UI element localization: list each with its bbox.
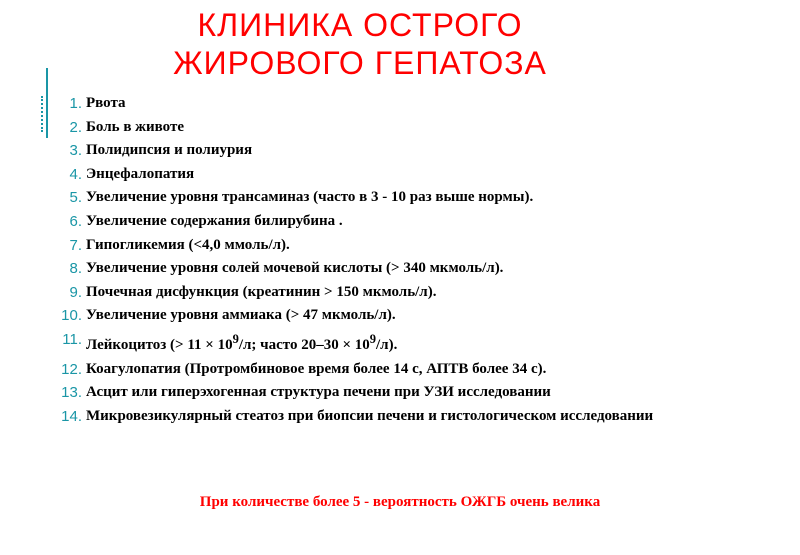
symptom-list: [40, 92, 760, 428]
list-item: [40, 139, 760, 163]
list-item: [40, 163, 760, 187]
item-text: [86, 328, 760, 358]
item-number: 11.: [62, 330, 82, 348]
title-line-1: КЛИНИКА ОСТРОГО: [197, 7, 523, 43]
item-number: 13.: [61, 384, 82, 402]
list-item: [40, 92, 760, 116]
list-item: [40, 116, 760, 140]
footer-note: При количестве более 5 - вероятность ОЖГБ очень велика: [199, 494, 601, 510]
item-number: 1.: [69, 95, 82, 112]
item-text-part: /л).: [376, 336, 398, 353]
list-item: [40, 281, 760, 305]
item-number: 12.: [61, 360, 82, 378]
item-text-part: /л; часто 20–30 × 10: [238, 336, 370, 353]
superscript: 9: [369, 331, 376, 346]
item-text: Гипогликемия (<4,0 ммоль/л).: [86, 236, 290, 253]
superscript: 9: [232, 331, 239, 346]
item-text: Увеличение уровня солей мочевой кислоты (> 340 мкмоль/л).: [86, 260, 504, 277]
item-number: 10.: [61, 307, 82, 325]
item-text: Микровезикулярный стеатоз при биопсии печени и гистологическом исследовании: [86, 407, 654, 424]
item-number: 3.: [69, 142, 82, 160]
item-text: Боль в животе: [86, 118, 185, 135]
list-item: [40, 257, 760, 281]
item-text: Энцефалопатия: [86, 165, 195, 182]
item-text: Увеличение уровня трансаминаз (часто в 3 - 10 раз выше нормы).: [86, 189, 534, 206]
item-number: 14.: [61, 407, 82, 425]
list-item: [40, 186, 760, 210]
item-number: 2.: [69, 118, 82, 136]
item-number: 7.: [69, 236, 82, 254]
item-number: 4.: [69, 165, 82, 183]
list-item: [40, 234, 760, 258]
item-number: 8.: [69, 260, 82, 278]
list-item: [40, 405, 760, 429]
list-item: [40, 304, 760, 328]
item-number: 6.: [69, 212, 82, 230]
title-line-2: ЖИРОВОГО ГЕПАТОЗА: [173, 45, 547, 81]
item-text: Рвота: [86, 95, 126, 111]
list-item: [40, 358, 760, 382]
item-text-part: Лейкоцитоз (> 11 × 10: [86, 336, 233, 353]
item-number: 9.: [69, 283, 82, 301]
item-text: Почечная дисфункция (креатинин > 150 мкмоль/л).: [86, 283, 437, 300]
list-item: [40, 210, 760, 234]
item-text: Коагулопатия (Протромбиновое время более 14 с, АПТВ более 34 с).: [86, 360, 547, 377]
list-item: [40, 328, 760, 358]
item-text: Увеличение содержания билирубина .: [86, 212, 343, 229]
item-text: Полидипсия и полиурия: [86, 142, 253, 159]
page-title: [120, 6, 600, 82]
list-item: [40, 381, 760, 405]
item-text: Увеличение уровня аммиака (> 47 мкмоль/л).: [86, 307, 396, 324]
item-text: Асцит или гиперэхогенная структура печени при УЗИ исследовании: [86, 384, 551, 401]
item-number: 5.: [69, 189, 82, 207]
